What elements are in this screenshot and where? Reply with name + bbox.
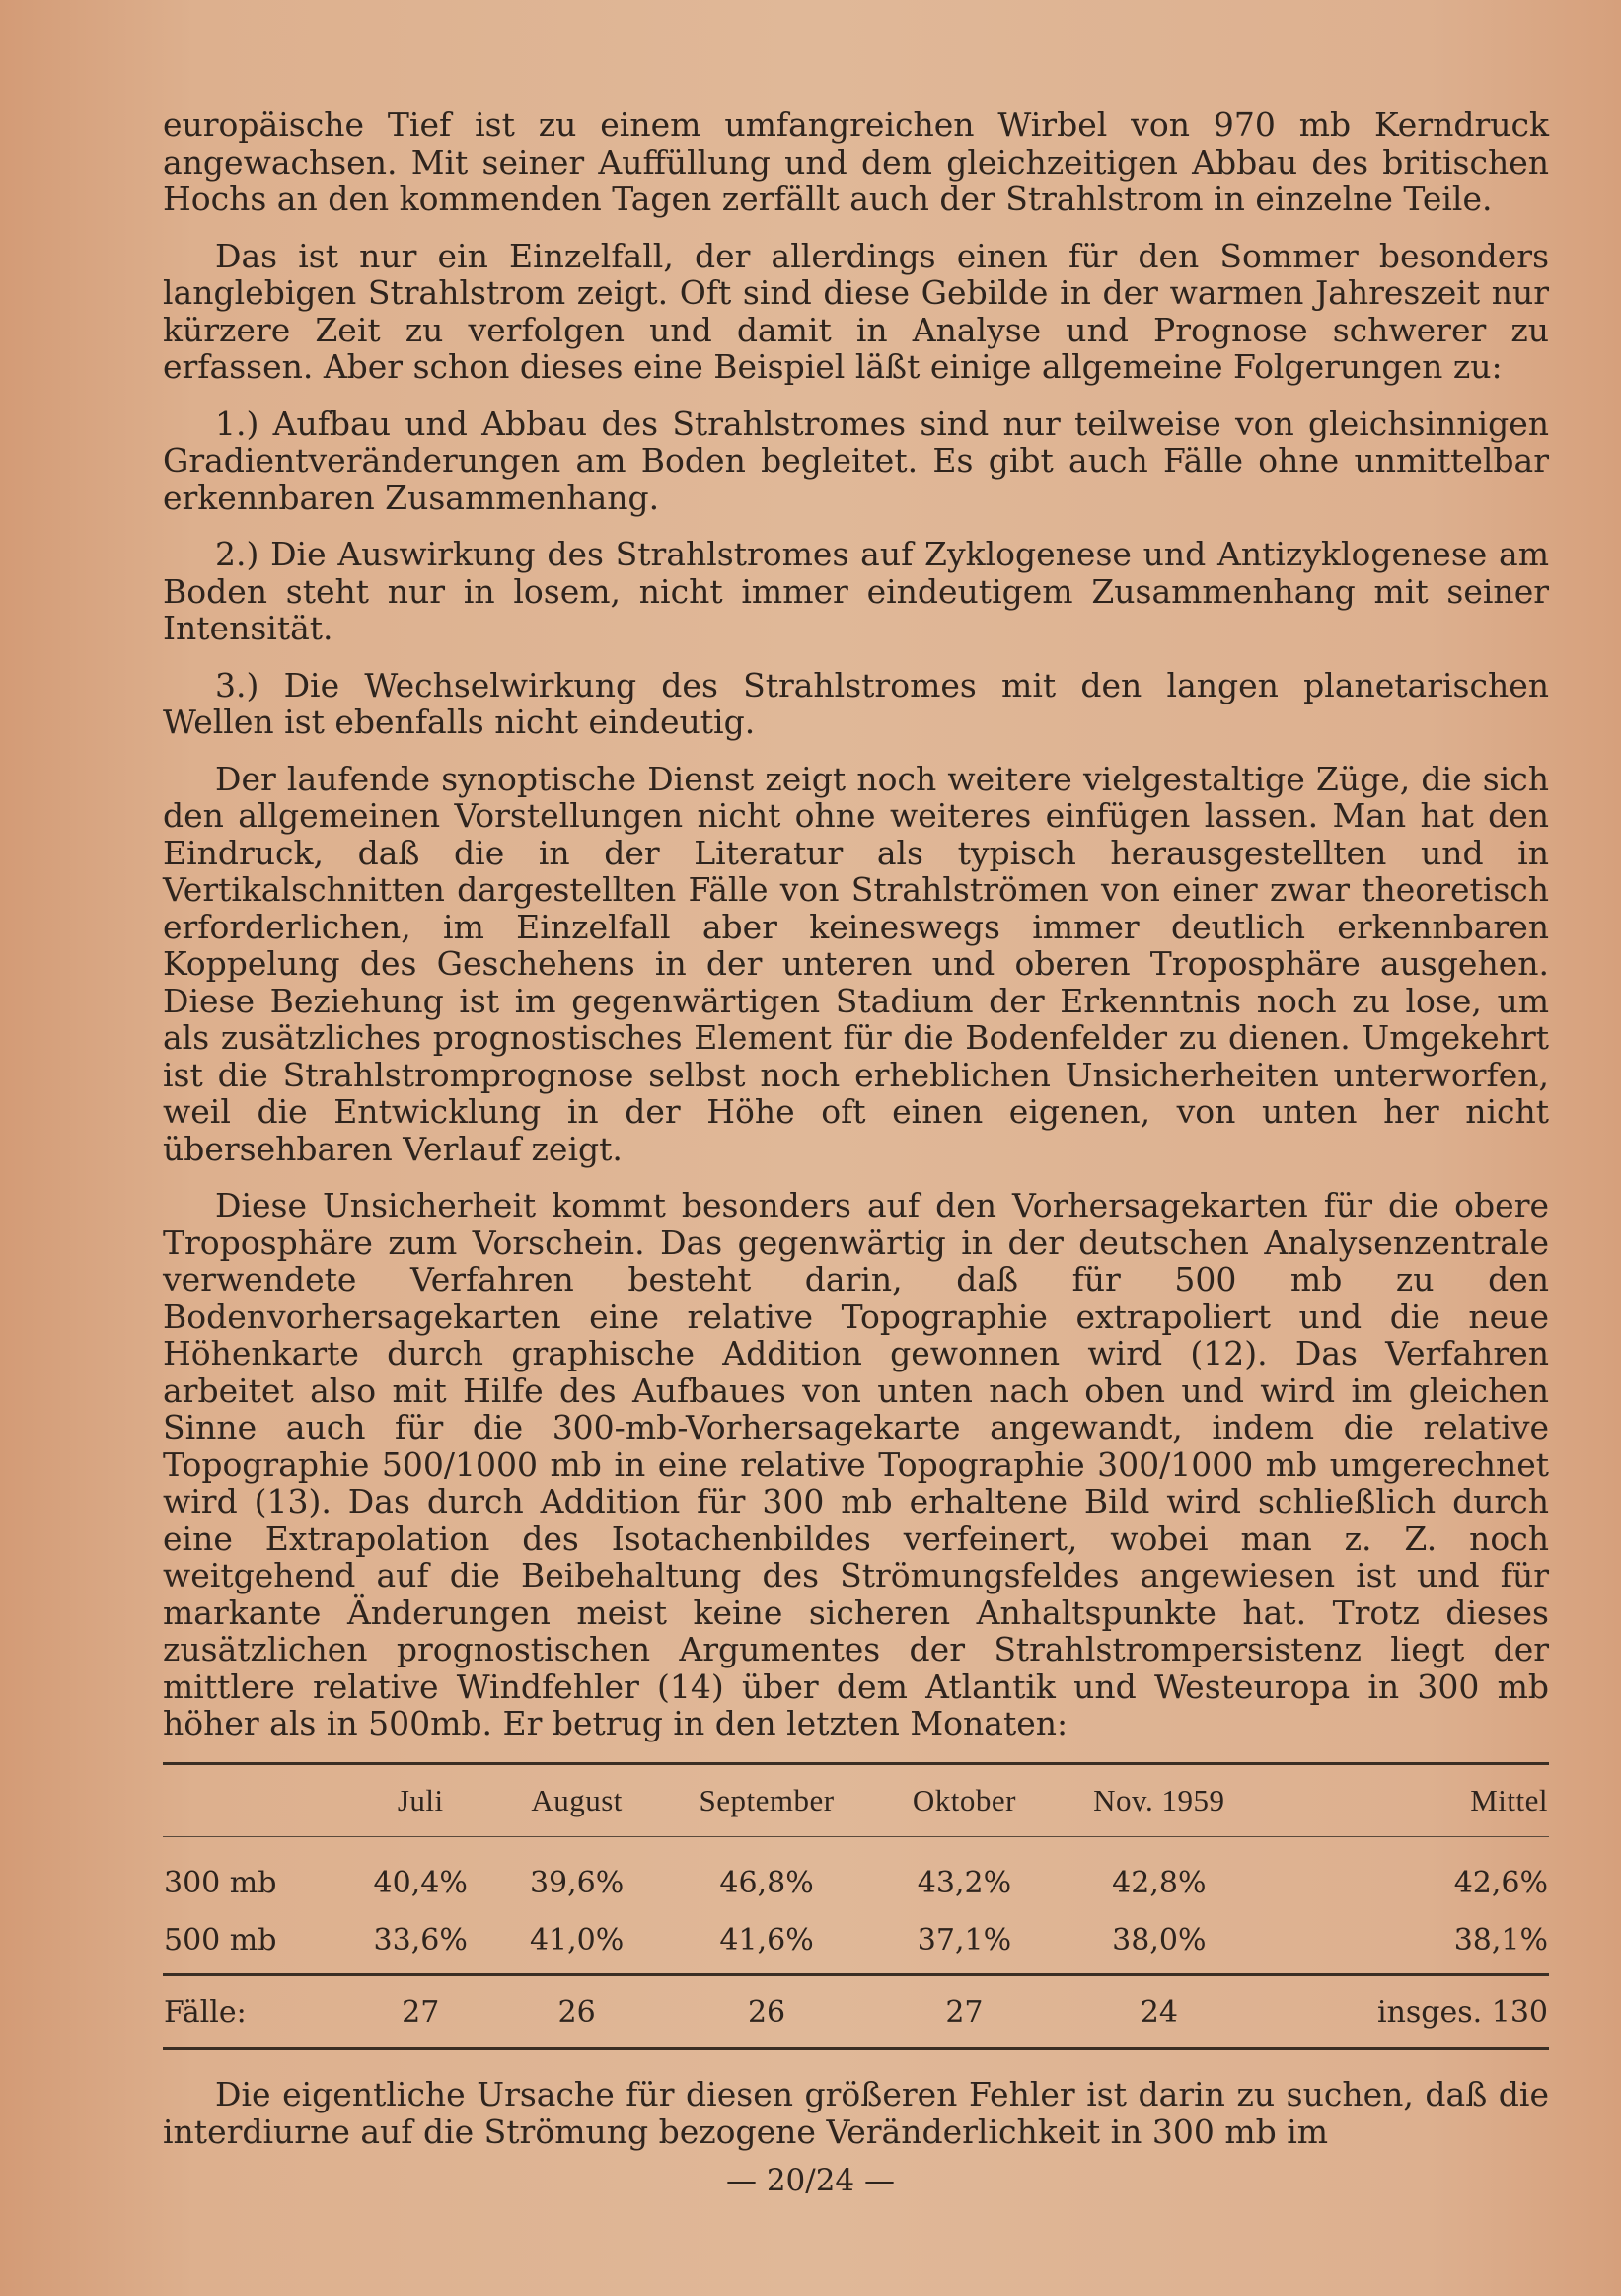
table-cell: 33,6% (373, 1922, 468, 1958)
table-cell: 42,6% (1453, 1865, 1548, 1900)
table-header-row (163, 1764, 1549, 1837)
table-cell: 27 (402, 1994, 440, 2030)
table-cell: 41,6% (719, 1922, 814, 1958)
row-label: 500 mb (164, 1922, 277, 1958)
table-cell: 26 (747, 1994, 786, 2030)
header-august: August (531, 1783, 623, 1817)
table-cell: 38,1% (1453, 1922, 1548, 1958)
table-cell: 37,1% (917, 1922, 1012, 1958)
table-cell: 43,2% (917, 1865, 1012, 1900)
paragraph-einzelfall: Das ist nur ein Einzelfall, der allerdings einen für den Sommer besonders langlebigen Strahlstrom zeigt. Oft sind diese Gebilde in der warmen Jahreszeit nur kürzere Zeit zu verfolgen und damit in Analyse und Prognose schwerer zu erfassen. Aber schon dieses eine Beispiel läßt einige allgemeine Folgerungen zu: (163, 236, 1549, 386)
table-cell: 27 (945, 1994, 984, 2030)
paragraph-continuation: europäische Tief ist zu einem umfangreichen Wirbel von 970 mb Kerndruck angewachsen. Mit seiner Auffüllung und dem gleichzeitigen Abbau des britischen Hochs an den kommenden Tagen zerfällt auch der Strahlstrom in einzelne Teile. (163, 106, 1549, 218)
header-oktober: Oktober (912, 1783, 1016, 1817)
table-cell: 26 (557, 1994, 596, 2030)
table-cell: 38,0% (1112, 1922, 1207, 1958)
table-row (163, 1911, 1549, 1975)
conclusion-item-1: 1.) Aufbau und Abbau des Strahlstromes sind nur teilweise von gleichsinnigen Gradientveränderungen am Boden begleitet. Es gibt auch Fälle ohne unmittelbar erkennbaren Zusammenhang. (163, 404, 1549, 517)
table-cell: insges. 130 (1377, 1994, 1548, 2030)
header-juli: Juli (397, 1783, 444, 1817)
row-label: 300 mb (164, 1865, 277, 1900)
paragraph-synoptischer-dienst: Der laufende synoptische Dienst zeigt noch weitere vielgestaltige Züge, die sich den allgemeinen Vorstellungen nicht ohne weiteres einfügen lassen. Man hat den Eindruck, daß die in der Literatur als typisch herausgestellten und in Vertikalschnitten dargestellten Fälle von Strahlströmen von einer zwar theoretisch erforderlichen, im Einzelfall aber keineswegs immer deutlich erkennbaren Koppelung des Geschehens in der unteren und oberen Troposphäre ausgehen. Diese Beziehung ist im gegenwärtigen Stadium der Erkenntnis noch zu lose, um als zusätzliches prognostisches Element für die Bodenfelder zu dienen. Umgekehrt ist die Strahlstromprognose selbst noch erheblichen Unsicherheiten unterworfen, weil die Entwicklung in der Höhe oft einen eigenen, von unten her nicht übersehbaren Verlauf zeigt. (163, 759, 1549, 1168)
table-cell: 42,8% (1112, 1865, 1207, 1900)
table-cell: 24 (1140, 1994, 1178, 2030)
header-blank (163, 1764, 342, 1837)
header-september: September (699, 1783, 835, 1817)
wind-error-table (163, 1762, 1549, 2050)
page-number: — 20/24 — (725, 2163, 896, 2198)
table-cell: 46,8% (719, 1865, 814, 1900)
conclusion-item-2: 2.) Die Auswirkung des Strahlstromes auf Zyklogenese und Antizyklogenese am Boden steht nur in losem, nicht immer eindeutigem Zusammenhang mit seiner Intensität. (163, 535, 1549, 647)
table-row (163, 1837, 1549, 1912)
table-cell: 39,6% (529, 1865, 625, 1900)
body-text (163, 107, 1549, 1762)
table-cell: 41,0% (529, 1922, 625, 1958)
footer-label: Fälle: (164, 1994, 247, 2030)
header-mittel: Mittel (1470, 1783, 1548, 1817)
table-footer-row (163, 1975, 1549, 2049)
closing-text (163, 2076, 1549, 2150)
paragraph-ursache: Die eigentliche Ursache für diesen größeren Fehler ist darin zu suchen, daß die interdiurne auf die Strömung bezogene Veränderlichkeit in 300 mb im (163, 2075, 1549, 2151)
table-cell: 40,4% (373, 1865, 468, 1900)
wind-error-table-wrapper (163, 1762, 1549, 2050)
header-november: Nov. 1959 (1093, 1783, 1225, 1817)
paragraph-unsicherheit: Diese Unsicherheit kommt besonders auf den Vorhersagekarten für die obere Troposphäre zum Vorschein. Das gegenwärtig in der deutschen Analysenzentrale verwendete Verfahren besteht darin, daß für 500 mb zu den Bodenvorhersagekarten eine relative Topographie extrapoliert und die neue Höhenkarte durch graphische Addition gewonnen wird (12). Das Verfahren arbeitet also mit Hilfe des Aufbaues von unten nach oben und wird im gleichen Sinne auch für die 300-mb-Vorhersagekarte angewandt, indem die relative Topographie 500/1000 mb in eine relative Topographie 300/1000 mb umgerechnet wird (13). Das durch Addition für 300 mb erhaltene Bild wird schließlich durch eine Extrapolation des Isotachenbildes verfeinert, wobei man z. Z. noch weitgehend auf die Beibehaltung des Strömungsfeldes angewiesen ist und für markante Änderungen meist keine sicheren Anhaltspunkte hat. Trotz dieses zusätzlichen prognostischen Argumentes der Strahlstrompersistenz liegt der mittlere relative Windfehler (14) über dem Atlantik und Westeuropa in 300 mb höher als in 500mb. Er betrug in den letzten Monaten: (163, 1186, 1549, 1742)
conclusion-item-3: 3.) Die Wechselwirkung des Strahlstromes mit den langen planetarischen Wellen ist ebenfalls nicht eindeutig. (163, 665, 1549, 741)
